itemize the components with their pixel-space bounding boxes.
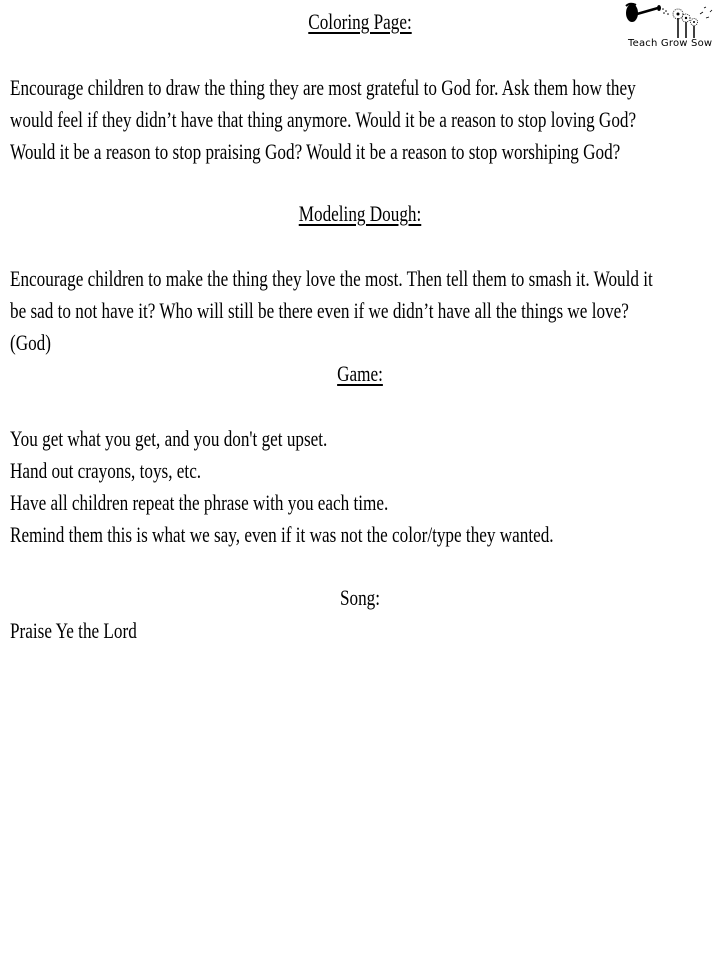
song-paragraph	[10, 615, 696, 647]
logo-text: Teach Grow Sow	[628, 38, 713, 49]
modeling-dough-heading: Modeling Dough:	[298, 201, 422, 226]
paragraph-line: Hand out crayons, toys, etc.	[10, 458, 202, 483]
paragraph-line: You get what you get, and you don't get upset.	[10, 426, 328, 451]
coloring-page-paragraph	[10, 72, 696, 168]
paragraph-line: Have all children repeat the phrase with you each time.	[10, 490, 389, 515]
modeling-dough-paragraph	[10, 263, 696, 359]
song-title: Praise Ye the Lord	[10, 618, 137, 643]
paragraph-line: Remind them this is what we say, even if it was not the color/type they wanted.	[10, 522, 554, 547]
game-heading: Game:	[337, 361, 383, 386]
game-paragraph	[10, 423, 696, 551]
paragraph-line: (God)	[10, 330, 51, 355]
paragraph-line: Encourage children to make the thing they love the most. Then tell them to smash it. Would it	[10, 266, 653, 291]
song-heading: Song:	[339, 585, 381, 610]
paragraph-line: be sad to not have it? Who will still be there even if we didn’t have all the things we love?	[10, 298, 629, 323]
paragraph-line: Encourage children to draw the thing they are most grateful to God for. Ask them how they	[10, 75, 636, 100]
coloring-page-heading: Coloring Page:	[308, 9, 412, 34]
paragraph-line: would feel if they didn’t have that thing anymore. Would it be a reason to stop loving God?	[10, 107, 637, 132]
paragraph-line: Would it be a reason to stop praising God? Would it be a reason to stop worshiping God?	[10, 139, 621, 164]
